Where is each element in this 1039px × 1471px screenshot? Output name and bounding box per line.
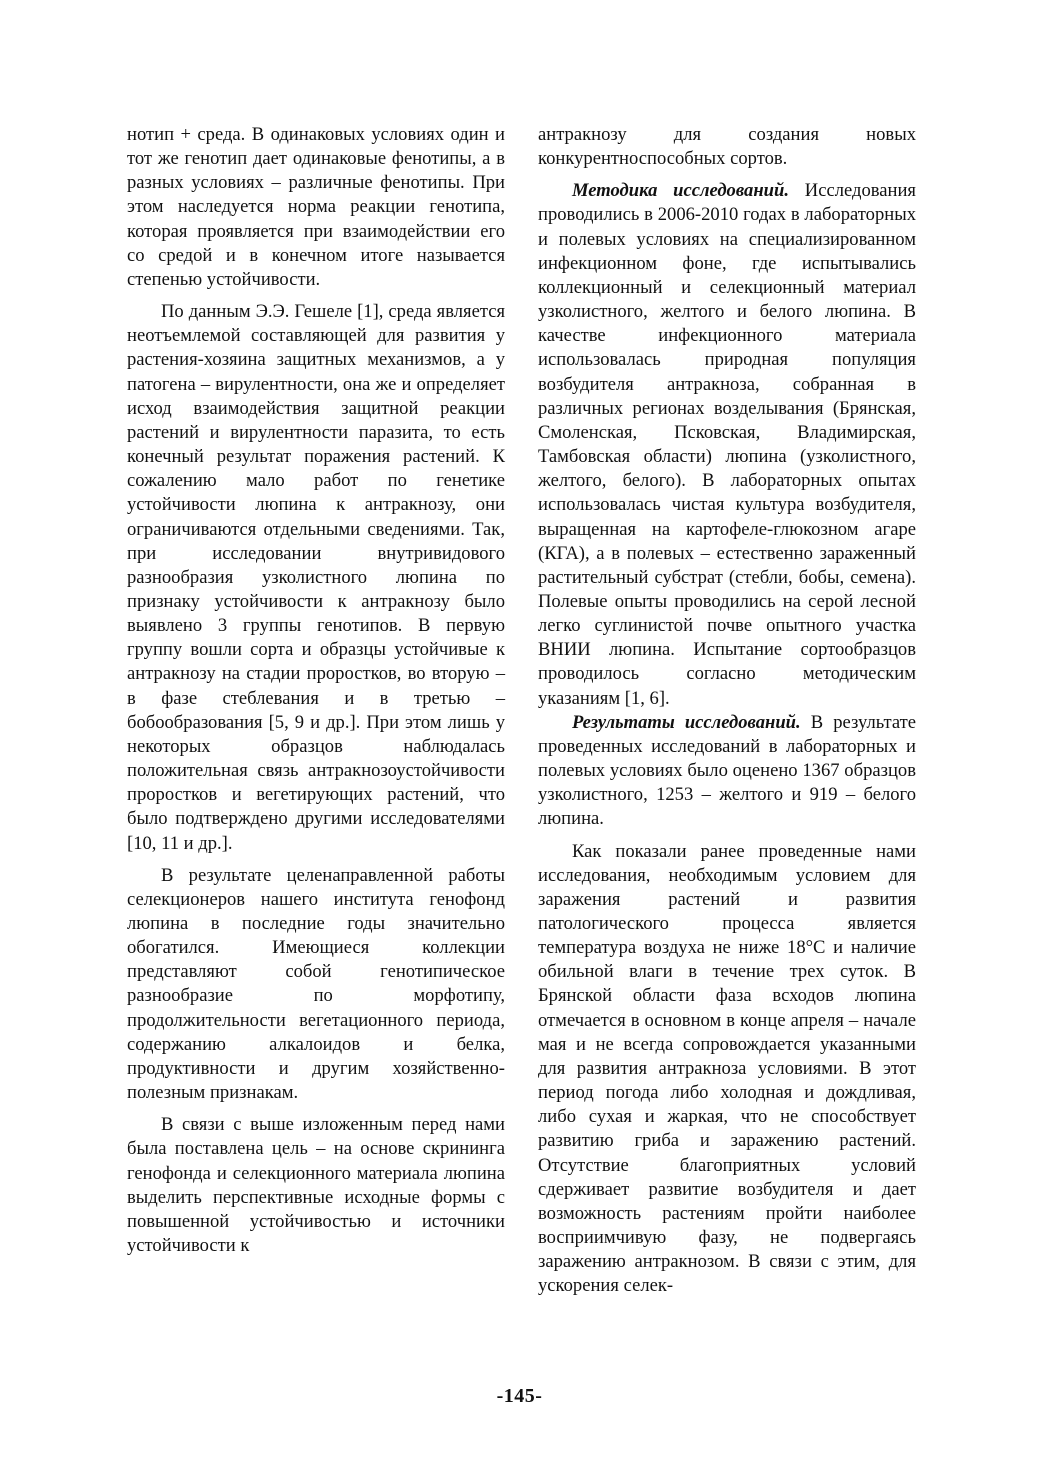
paragraph: нотип + среда. В одинаковых условиях один и тот же генотип дает одинаковые фенотипы, а в разных условиях – различные фенотипы. При этом наследуется норма реакции генотипа, которая проявляется при взаимодействии его со средой и в конечном итоге называется степенью устойчивости.: [127, 124, 505, 290]
methods-heading: Методика исследований.: [572, 180, 789, 202]
results-paragraph: [538, 711, 916, 832]
results-text: В результате проведенных исследований в лабораторных и полевых условиях было оценено 1367 образцов узколистного, 1253 – желтого и 919 – белого люпина.: [538, 711, 916, 830]
methods-text: Исследования проводились в 2006-2010 годах в лабораторных и полевых условиях на специализированном инфекционном фоне, где испытывались коллекционный и селекционный материал узколистного, желтого и белого люпина. В качестве инфекционного материала использовалась природная популяция возбудителя антракноза, собранная в различных регионах возделывания (Брянская, Смоленская, Псковская, Владимирская, Тамбовская области) люпина (узколистного, желтого, белого). В лабораторных опытах использовалась чистая культура возбудителя, выращенная на картофеле-глюкозном агаре (КГА), а в полевых – естественно зараженный растительный субстрат (стебли, бобы, семена). Полевые опыты проводились на серой лесной легко суглинистой почве опытного участка ВНИИ люпина. Испытание сортообразцов проводилось согласно методическим указаниям [1, 6].: [538, 180, 916, 709]
paragraph: В результате целенаправленной работы селекционеров нашего института генофонд люпина в последние годы значительно обогатился. Имеющиеся коллекции представляют собой генотипическое разнообразие по морфотипу, продолжительности вегетационного периода, содержанию алкалоидов и белка, продуктивности и другим хозяйственно-полезным признакам.: [127, 864, 505, 1104]
paragraph: антракнозу для создания новых конкурентноспособных сортов.: [538, 124, 916, 170]
methods-paragraph: [538, 179, 916, 710]
right-column: [538, 123, 916, 1299]
paragraph: В связи с выше изложенным перед нами была поставлена цель – на основе скрининга генофонда и селекционного материала люпина выделить перспективные исходные формы с повышенной устойчивостью и источники устойчивости к: [127, 1114, 505, 1257]
results-heading: Результаты исследований.: [572, 711, 801, 733]
left-column: [127, 123, 505, 1258]
page-number: -145-: [496, 1385, 543, 1407]
paragraph: Как показали ранее проведенные нами исследования, необходимым условием для заражения растений и развития патологического процесса является температура воздуха не ниже 18°С и наличие обильной влаги в течение трех суток. В Брянской области фаза всходов люпина отмечается в основном в конце апреля – начале мая и не всегда сопровождается указанными для развития антракноза условиями. В этот период погода либо холодная и дождливая, либо сухая и жаркая, что не способствует развитию гриба и заражению растений. Отсутствие благоприятных условий сдерживает развитие возбудителя и дает возможность растениям пройти наиболее восприимчивую фазу, не подвергаясь заражению антракнозом. В связи с этим, для ускорения селек-: [538, 840, 916, 1297]
paragraph: По данным Э.Э. Гешеле [1], среда является неотъемлемой составляющей для развития у растения-хозяина защитных механизмов, а у патогена – вирулентности, она же и определяет исход взаимодействия защитной реакции растений и вирулентности паразита, то есть конечный результат поражения растений. К сожалению мало работ по генетике устойчивости люпина к антракнозу, они ограничиваются отдельными сведениями. Так, при исследовании внутривидового разнообразия узколистного люпина по признаку устойчивости к антракнозу было выявлено 3 группы генотипов. В первую группу вошли сорта и образцы устойчивые к антракнозу на стадии проростков, во вторую – в фазе стеблевания и в третью – бобообразования [5, 9 и др.]. При этом лишь у некоторых образцов наблюдалась положительная связь антракнозоустойчивости проростков и вегетирующих растений, что было подтверждено другими исследователями [10, 11 и др.].: [127, 301, 505, 854]
